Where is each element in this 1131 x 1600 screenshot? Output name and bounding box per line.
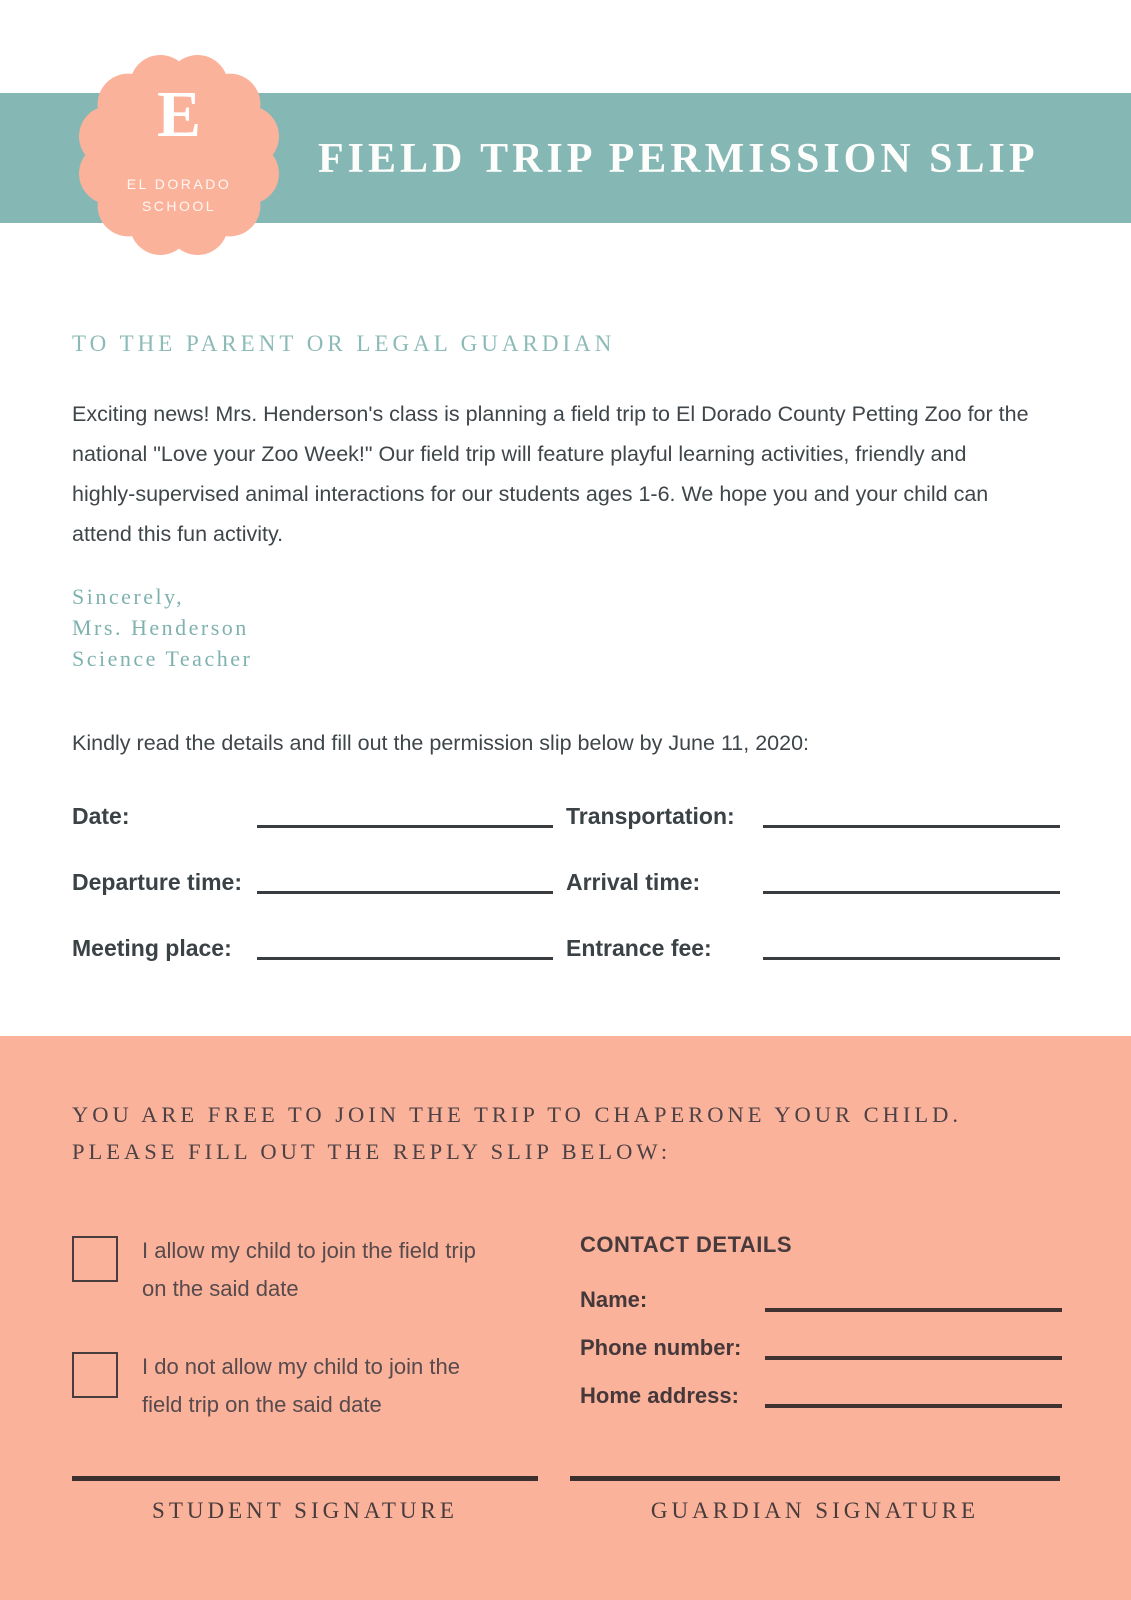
disallow-checkbox[interactable] (72, 1352, 118, 1398)
school-name-line2: SCHOOL (141, 198, 217, 214)
field-blank-line[interactable] (257, 934, 553, 960)
school-name (67, 173, 291, 217)
field-label: Entrance fee: (566, 935, 712, 961)
field-name (580, 1284, 1062, 1315)
signoff-closing: Sincerely, (72, 584, 185, 609)
signoff-block (72, 581, 252, 674)
checkbox-label: I allow my child to join the field trip on the said date (142, 1238, 476, 1301)
field-blank-line[interactable] (765, 1288, 1062, 1312)
field-blank-line[interactable] (763, 802, 1060, 828)
contact-details-block (580, 1232, 1062, 1411)
page-title: FIELD TRIP PERMISSION SLIP (318, 136, 1039, 182)
contact-rows (580, 1284, 1062, 1411)
school-logo-badge (67, 43, 291, 267)
field-blank-line[interactable] (763, 868, 1060, 894)
field-blank-line[interactable] (765, 1384, 1062, 1408)
guardian-signature-block (570, 1476, 1060, 1524)
field-label: Home address: (580, 1383, 739, 1408)
field-label: Meeting place: (72, 935, 232, 961)
student-signature-line[interactable] (72, 1476, 538, 1481)
letter-body: Exciting news! Mrs. Henderson's class is planning a field trip to El Dorado County Petting Zoo for the national "Love your Zoo Week!" Our field trip will feature playful learning activities, friendly and highly-supervised animal interactions for our students ages 1-6. We hope you and your child can attend this fun activity. (72, 402, 1029, 546)
signoff-role: Science Teacher (72, 646, 253, 671)
field-entrance-fee (566, 932, 1060, 964)
school-name-line1: EL DORADO (126, 176, 232, 192)
field-home-address (580, 1380, 1062, 1411)
field-label: Phone number: (580, 1335, 742, 1360)
field-label: Transportation: (566, 803, 735, 829)
salutation-heading: TO THE PARENT OR LEGAL GUARDIAN (72, 331, 616, 356)
field-label: Arrival time: (566, 869, 701, 895)
school-initial: E (156, 78, 202, 151)
student-signature-block (72, 1476, 538, 1524)
reply-slip-section (0, 1036, 1131, 1600)
field-blank-line[interactable] (763, 934, 1060, 960)
field-date (72, 800, 553, 832)
checkbox-item-disallow (72, 1348, 502, 1424)
guardian-signature-line[interactable] (570, 1476, 1060, 1481)
trip-details-grid (72, 800, 1060, 964)
field-meeting-place (72, 932, 553, 964)
field-label: Name: (580, 1287, 648, 1312)
checkbox-item-allow (72, 1232, 502, 1308)
field-phone-number (580, 1332, 1062, 1363)
field-transportation (566, 800, 1060, 832)
field-blank-line[interactable] (765, 1336, 1062, 1360)
field-blank-line[interactable] (257, 802, 553, 828)
field-label: Date: (72, 803, 130, 829)
reply-slip-heading: YOU ARE FREE TO JOIN THE TRIP TO CHAPERONE YOUR CHILD. PLEASE FILL OUT THE REPLY SLIP BELOW: (72, 1102, 963, 1164)
allow-checkbox[interactable] (72, 1236, 118, 1282)
contact-details-heading: CONTACT DETAILS (580, 1232, 792, 1257)
instruction-text: Kindly read the details and fill out the permission slip below by June 11, 2020: (72, 731, 810, 755)
field-departure-time (72, 866, 553, 898)
consent-checkbox-list (72, 1232, 502, 1424)
checkbox-label: I do not allow my child to join the field trip on the said date (142, 1354, 460, 1417)
field-arrival-time (566, 866, 1060, 898)
guardian-signature-label: GUARDIAN SIGNATURE (650, 1498, 980, 1523)
signoff-name: Mrs. Henderson (72, 615, 249, 640)
field-label: Departure time: (72, 869, 242, 895)
student-signature-label: STUDENT SIGNATURE (152, 1498, 458, 1523)
field-blank-line[interactable] (257, 868, 553, 894)
